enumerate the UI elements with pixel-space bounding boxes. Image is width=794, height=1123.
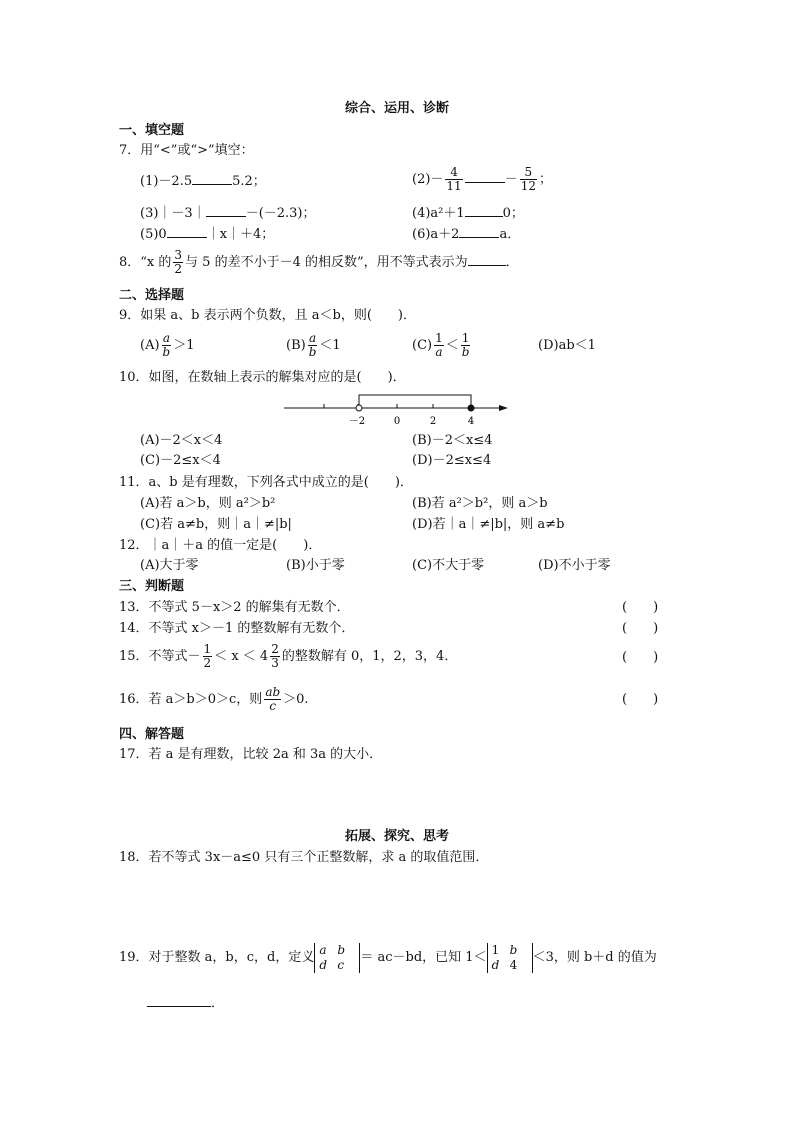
section-title-extension: 拓展、探究、思考 (344, 829, 449, 844)
axis-arrow-icon (499, 405, 508, 411)
q10-option-a[interactable]: (A)－2＜x＜4 (140, 433, 223, 448)
judge-paren[interactable]: ( ) (622, 621, 659, 636)
question-12: 12．｜a｜＋a 的值一定是( )． (119, 538, 322, 553)
question-17: 17．若 a 是有理数，比较 2a 和 3a 的大小． (119, 747, 383, 762)
section-multiple-choice: 二、选择题 (119, 288, 185, 303)
q10-option-d[interactable]: (D)－2≤x≤4 (412, 453, 492, 468)
answer-blank[interactable] (465, 171, 505, 183)
q7-item-6: (6)a＋2 a． (412, 227, 521, 242)
tick-label-0: 0 (393, 416, 401, 427)
judge-paren[interactable]: ( ) (622, 650, 659, 665)
q12-option-b[interactable]: (B)小于零 (286, 558, 345, 573)
fraction: $\frac{4}{11}$ (446, 165, 462, 193)
question-7: 7．用“<”或“>”填空： (119, 143, 254, 158)
section-solve: 四、解答题 (119, 727, 185, 742)
q9-option-a[interactable]: (A) $\frac{a}{b}$ ＞1 (140, 331, 195, 359)
q7-item-2: (2)－ $\frac{4}{11}$ － $\frac{5}{12}$ ； (412, 165, 553, 193)
answer-blank[interactable] (206, 205, 246, 217)
question-11: 11．a、b 是有理数，下列各式中成立的是( )． (119, 475, 413, 490)
question-10: 10．如图，在数轴上表示的解集对应的是( )． (119, 370, 406, 385)
q7-item-1: (1)－2.5 5.2； (140, 174, 266, 189)
fraction: $\frac{1}{2}$ (203, 642, 212, 670)
fraction: $\frac{1}{a}$ (435, 331, 443, 359)
q10-option-b[interactable]: (B)－2＜x≤4 (412, 433, 493, 448)
answer-blank[interactable] (459, 226, 499, 238)
q12-option-c[interactable]: (C)不大于零 (412, 558, 485, 573)
q7-item-3: (3)｜－3｜ －(－2.3)； (140, 206, 316, 221)
q11-option-b[interactable]: (B)若 a²＞b²，则 a＞b (412, 496, 548, 511)
question-14: 14．不等式 x＞－1 的整数解有无数个． (119, 621, 355, 636)
tick-label-4: 4 (467, 416, 475, 427)
question-8: 8．“x 的 $\frac{3}{2}$ 与 5 的差不小于－4 的相反数”，用不等式表示为 ． (119, 248, 519, 276)
fraction: $\frac{ab}{c}$ (265, 685, 281, 713)
q12-option-d[interactable]: (D)不小于零 (538, 558, 611, 573)
answer-blank[interactable] (192, 173, 232, 185)
q11-option-d[interactable]: (D)若｜a｜≠|b|，则 a≠b (412, 517, 565, 532)
fraction: $\frac{5}{12}$ (520, 165, 536, 193)
question-13: 13．不等式 5－x＞2 的解集有无数个． (119, 600, 350, 615)
question-16: 16．若 a＞b＞0＞c，则 $\frac{ab}{c}$ ＞0. (119, 685, 309, 713)
question-9: 9．如果 a、b 表示两个负数，且 a＜b，则( )． (119, 308, 416, 323)
number-line-figure (280, 390, 512, 430)
page-title: 综合、运用、诊断 (344, 101, 449, 116)
judge-paren[interactable]: ( ) (622, 600, 659, 615)
answer-blank[interactable] (468, 254, 506, 266)
answer-blank[interactable] (167, 226, 207, 238)
fraction: $\frac{1}{b}$ (461, 331, 470, 359)
fraction: $\frac{3}{2}$ (174, 248, 183, 276)
fraction: $\frac{a}{b}$ (162, 331, 171, 359)
answer-blank[interactable] (147, 995, 211, 1007)
judge-paren[interactable]: ( ) (622, 692, 659, 707)
fraction: $\frac{a}{b}$ (308, 331, 317, 359)
q9-option-d[interactable]: (D)ab＜1 (538, 338, 596, 353)
q9-option-c[interactable]: (C) $\frac{1}{a}$ ＜ $\frac{1}{b}$ (412, 331, 470, 359)
fraction: $\frac{2}{3}$ (271, 642, 279, 670)
tick-label-neg2: －2 (348, 416, 366, 427)
q7-item-5: (5)0 ｜x｜＋4； (140, 227, 275, 242)
section-fill-blank: 一、填空题 (119, 123, 185, 138)
q7-item-4: (4)a²＋1 0； (412, 206, 524, 221)
question-18: 18．若不等式 3x－a≤0 只有三个正整数解，求 a 的取值范围． (119, 850, 489, 865)
q11-option-c[interactable]: (C)若 a≠b，则｜a｜≠|b| (140, 517, 292, 532)
determinant-definition: a b d c (314, 943, 360, 973)
question-19: 19．对于整数 a，b，c，d，定义 a b d c ＝ ac－bd，已知 1＜ 1 b d 4 ＜3，则 b＋d 的值为 (119, 942, 657, 972)
question-15: 15．不等式－ $\frac{1}{2}$ ＜ x ＜ 4 $\frac{2}{3}$ 的整数解有 0，1，2，3，4． (119, 642, 458, 670)
q9-option-b[interactable]: (B) $\frac{a}{b}$ ＜1 (286, 331, 341, 359)
open-endpoint (356, 405, 362, 411)
determinant-given: 1 b d 4 (487, 943, 533, 973)
q19-answer: ． (147, 995, 224, 1012)
q11-option-a[interactable]: (A)若 a＞b，则 a²＞b² (140, 496, 276, 511)
answer-blank[interactable] (465, 205, 503, 217)
tick-label-2: 2 (429, 416, 437, 427)
solution-interval-bracket (359, 395, 471, 408)
q10-option-c[interactable]: (C)－2≤x＜4 (140, 453, 221, 468)
q12-option-a[interactable]: (A)大于零 (140, 558, 199, 573)
section-true-false: 三、判断题 (119, 579, 185, 594)
closed-endpoint (468, 405, 474, 411)
